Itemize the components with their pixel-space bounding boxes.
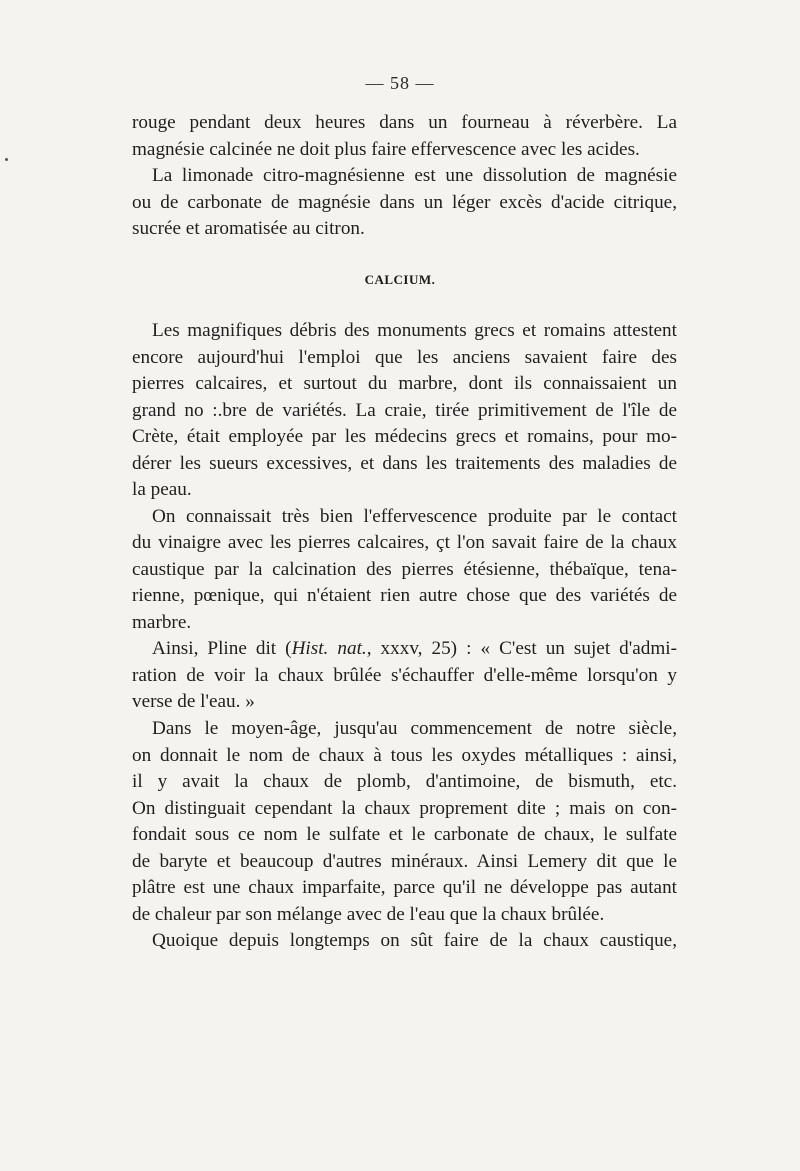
text-line — [132, 636, 677, 663]
text-line: plâtre est une chaux imparfaite, parce qu'il ne développe pas autant — [132, 877, 677, 898]
paragraph-calcium-history — [132, 318, 677, 636]
paper-speck — [5, 158, 8, 161]
text-line: La limonade citro-magnésienne est une dissolution de magnésie — [152, 165, 677, 186]
text-line: il y avait la chaux de plomb, d'antimoine, de bismuth, etc. — [132, 771, 677, 792]
text-line: On distinguait cependant la chaux proprement dite ; mais on con- — [132, 797, 677, 819]
text-line: on donnait le nom de chaux à tous les oxydes métalliques : ainsi, — [132, 744, 677, 766]
text-line: Dans le moyen-âge, jusqu'au commencement de notre siècle, — [152, 718, 677, 739]
text-line: marbre. — [132, 611, 192, 633]
paragraph-magnesie — [132, 110, 677, 243]
text-line: pierres calcaires, et surtout du marbre, dont ils connaissaient un — [132, 373, 677, 394]
section-heading: CALCIUM. — [364, 272, 436, 287]
text-line: grand no :.bre de variétés. La craie, tirée primitivement de l'île de — [132, 399, 677, 421]
text-line: caustique par la calcination des pierres étésienne, thébaïque, tena- — [132, 558, 677, 580]
text-line: rienne, pœnique, qui n'étaient rien autre chose que des variétés de — [132, 585, 677, 606]
paragraph-pline — [132, 636, 677, 716]
text-line: fondait sous ce nom le sulfate et le carbonate de chaux, le sulfate — [132, 824, 677, 845]
text-line: la peau. — [132, 479, 192, 500]
pline-citation-italic: Hist. nat. — [291, 638, 367, 659]
text-line: de baryte et beaucoup d'autres minéraux. Ainsi Lemery dit que le — [132, 850, 677, 872]
text-line: Les magnifiques débris des monuments grecs et romains attestent — [152, 320, 677, 341]
text-line: magnésie calcinée ne doit plus faire effervescence avec les acides. — [132, 138, 640, 160]
text-line: rouge pendant deux heures dans un fourneau à réverbère. La — [132, 112, 677, 133]
text-line: On connaissait très bien l'effervescence produite par le contact — [152, 505, 677, 527]
text-line: sucrée et aromatisée au citron. — [132, 218, 365, 239]
text-line: verse de l'eau. » — [132, 691, 255, 712]
text-line: ration de voir la chaux brûlée s'échauffer d'elle-même lorsqu'on y — [132, 664, 677, 686]
paragraph-moyen-age — [132, 716, 677, 955]
text-line: du vinaigre avec les pierres calcaires, çt l'on savait faire de la chaux — [132, 532, 677, 553]
text-line: Crète, était employée par les médecins grecs et romains, pour mo- — [132, 426, 677, 447]
text-line: encore aujourd'hui l'emploi que les anciens savaient faire des — [132, 346, 677, 368]
page-number: — 58 — — [365, 73, 435, 93]
pline-text-before: Ainsi, Pline dit ( — [152, 638, 292, 659]
text-line: Quoique depuis longtemps on sût faire de la chaux caustique, — [152, 930, 677, 951]
text-line: ou de carbonate de magnésie dans un léger excès d'acide citrique, — [132, 191, 677, 213]
text-line: de chaleur par son mélange avec de l'eau que la chaux brûlée. — [132, 903, 605, 925]
pline-text-after: , xxxv, 25) : « C'est un sujet d'admi- — [366, 638, 677, 659]
text-line: dérer les sueurs excessives, et dans les traitements des maladies de — [132, 452, 677, 474]
